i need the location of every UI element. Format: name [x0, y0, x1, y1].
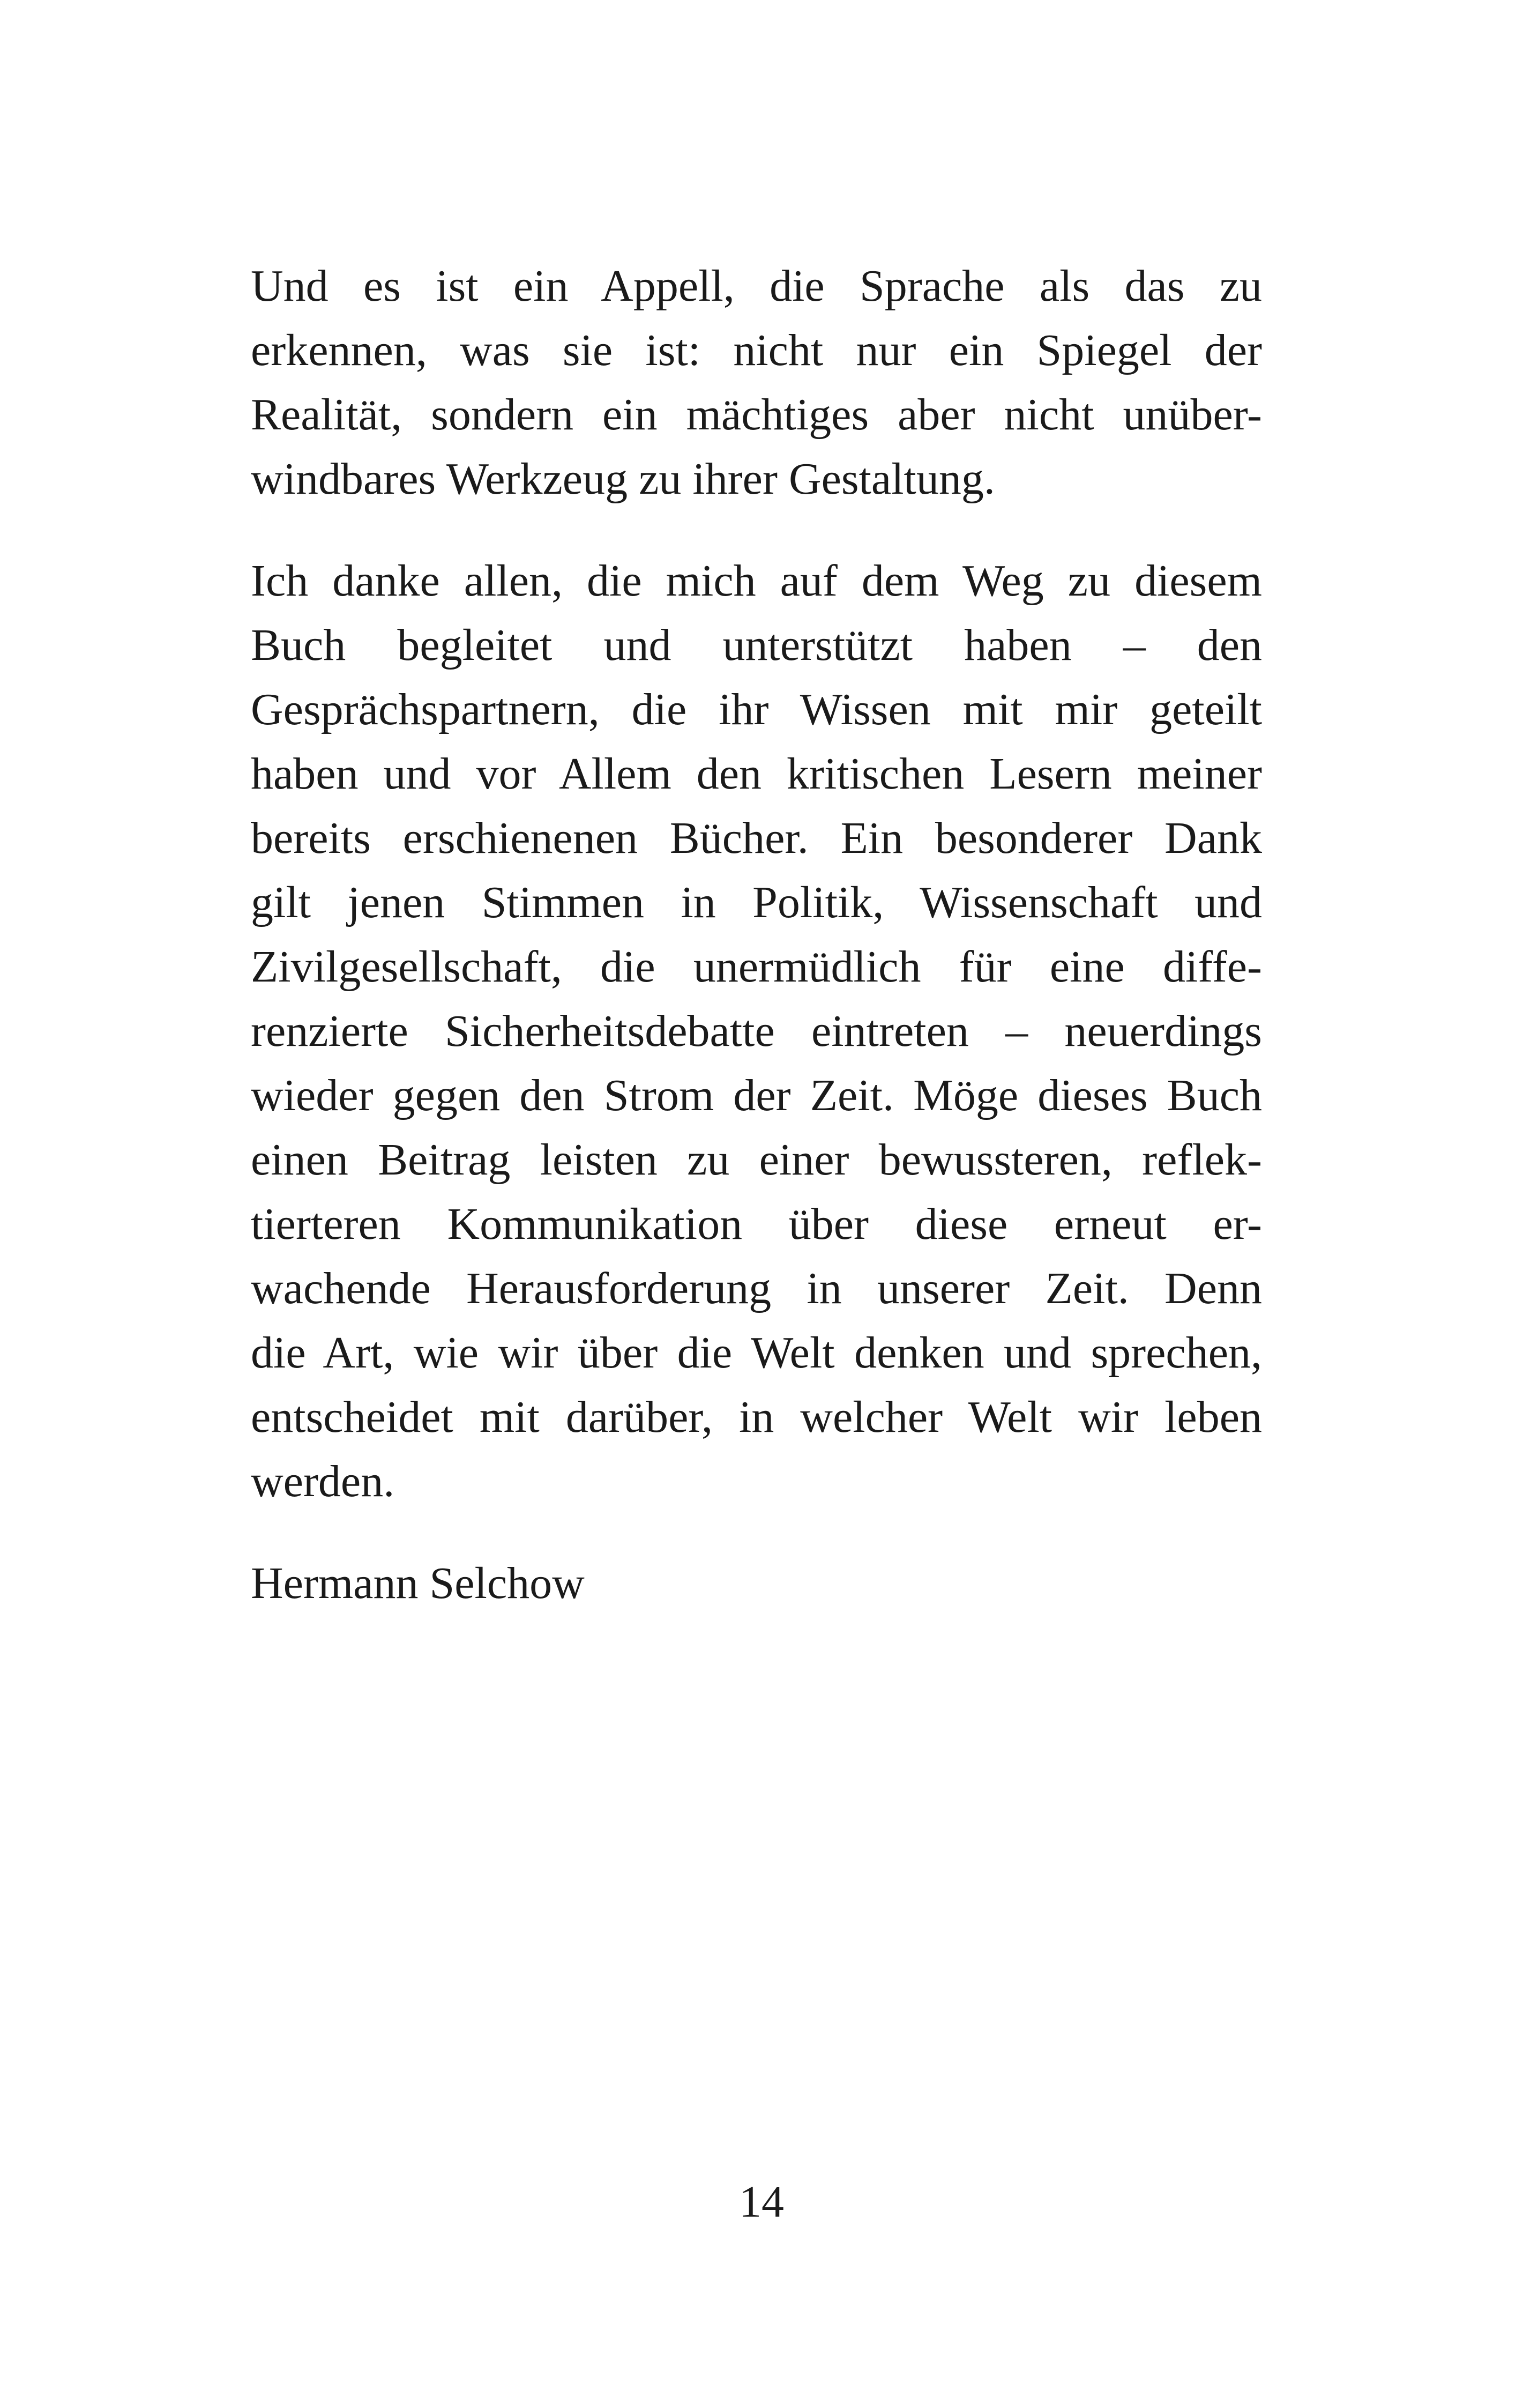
text-line: tierteren Kommunikation über diese erneut er- — [251, 1199, 1262, 1249]
text-line: erkennen, was sie ist: nicht nur ein Spiegel der — [251, 325, 1262, 375]
text-line: windbares Werkzeug zu ihrer Gestaltung. — [251, 454, 995, 504]
paragraph-acknowledgements — [251, 549, 1262, 1514]
text-line: werden. — [251, 1456, 395, 1506]
text-line: einen Beitrag leisten zu einer bewussteren, reflek- — [251, 1135, 1262, 1185]
text-line: Ich danke allen, die mich auf dem Weg zu diesem — [251, 556, 1262, 606]
text-line: Buch begleitet und unterstützt haben – den — [251, 620, 1262, 670]
author-signature — [251, 1551, 1262, 1616]
text-line: die Art, wie wir über die Welt denken und sprechen, — [251, 1328, 1262, 1378]
text-line: Gesprächspartnern, die ihr Wissen mit mir geteilt — [251, 685, 1262, 734]
text-line: gilt jenen Stimmen in Politik, Wissenschaft und — [251, 878, 1262, 927]
author-name: Hermann Selchow — [251, 1558, 585, 1608]
text-line: Realität, sondern ein mächtiges aber nicht unüber- — [251, 390, 1262, 440]
text-line: wachende Herausforderung in unserer Zeit. Denn — [251, 1264, 1262, 1313]
text-line: Und es ist ein Appell, die Sprache als das zu — [251, 261, 1262, 311]
paragraph-appeal — [251, 254, 1262, 511]
text-line: Zivilgesellschaft, die unermüdlich für eine diffe- — [251, 942, 1262, 992]
page-number: 14 — [739, 2177, 784, 2227]
text-line: bereits erschienenen Bücher. Ein besonderer Dank — [251, 813, 1262, 863]
text-line: entscheidet mit darüber, in welcher Welt wir leben — [251, 1392, 1262, 1442]
text-line: renzierte Sicherheitsdebatte eintreten – neuerdings — [251, 1006, 1262, 1056]
text-line: haben und vor Allem den kritischen Lesern meiner — [251, 749, 1262, 799]
text-line: wieder gegen den Strom der Zeit. Möge dieses Buch — [251, 1071, 1262, 1120]
